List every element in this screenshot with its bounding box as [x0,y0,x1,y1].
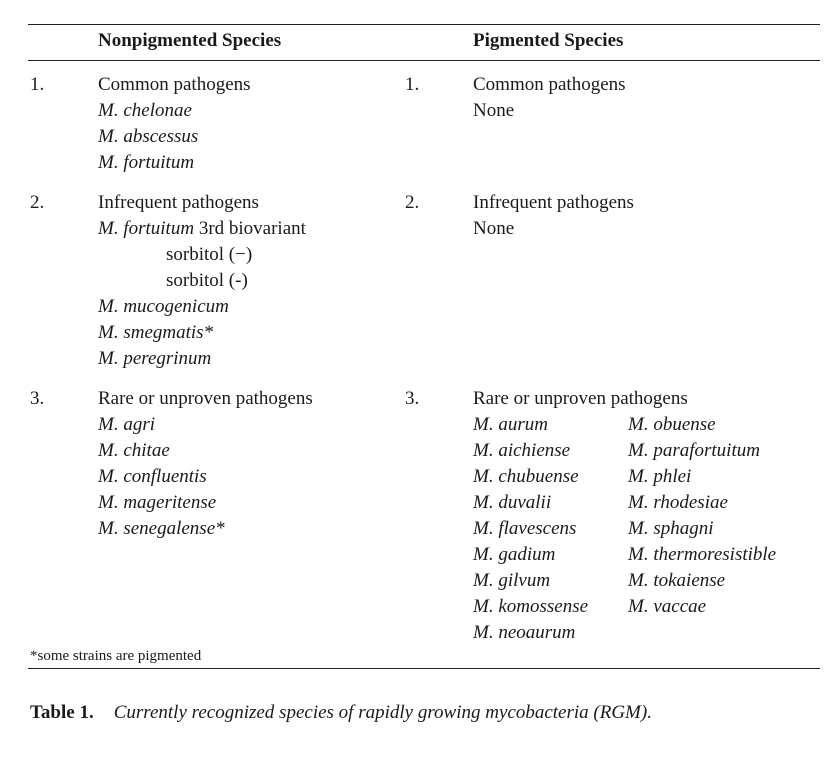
right-title-3: Rare or unproven pathogens [473,388,688,409]
header-pigmented: Pigmented Species [473,30,624,51]
left-species: M. chelonae [98,100,192,121]
caption-text: Currently recognized species of rapidly growing mycobacteria (RGM). [113,702,652,723]
left-species: M. agri [98,414,155,435]
right-species-col1: M. chubuense [473,466,579,487]
right-species-col1: M. gilvum [473,570,551,591]
left-species: M. chitae [98,440,170,461]
right-species-col1: M. flavescens [473,518,577,539]
left-species: M. peregrinum [98,348,212,369]
left-species-mixed [98,216,306,242]
right-species-col2: M. thermoresistible [628,544,777,565]
left-title-3: Rare or unproven pathogens [98,388,313,409]
right-species-col1: M. neoaurum [473,622,576,643]
right-num-3: 3. [405,388,420,409]
header-nonpigmented: Nonpigmented Species [98,30,282,51]
right-species-col1: M. komossense [473,596,589,617]
table-caption [30,700,652,726]
right-species-col2: M. phlei [628,466,692,487]
right-num-2: 2. [405,192,420,213]
right-species-col2: M. vaccae [628,596,707,617]
left-species: M. smegmatis* [98,322,214,343]
species-name: M. fortuitum [98,218,195,239]
right-species-col1: M. aurum [473,414,548,435]
right-title-1: Common pathogens [473,74,626,95]
left-species: M. mucogenicum [98,296,229,317]
left-species: M. abscessus [98,126,199,147]
left-sub-item: sorbitol (−) [166,244,253,265]
left-species: M. mageritense [98,492,217,513]
table-bottom-rule [28,668,820,669]
right-none-2: None [473,218,515,239]
left-num-1: 1. [30,74,45,95]
header-rule [28,60,820,61]
right-none-1: None [473,100,515,121]
left-species: M. confluentis [98,466,207,487]
species-suffix: 3rd biovariant [194,218,306,239]
left-species: M. senegalense* [98,518,225,539]
right-species-col2: M. tokaiense [628,570,726,591]
right-species-col2: M. obuense [628,414,716,435]
table-top-rule [28,24,820,25]
left-num-2: 2. [30,192,45,213]
left-title-1: Common pathogens [98,74,251,95]
right-species-col2: M. sphagni [628,518,714,539]
right-title-2: Infrequent pathogens [473,192,634,213]
right-species-col1: M. duvalii [473,492,552,513]
left-species: M. fortuitum [98,152,195,173]
right-species-col2: M. parafortuitum [628,440,760,461]
right-num-1: 1. [405,74,420,95]
left-title-2: Infrequent pathogens [98,192,259,213]
caption-label: Table 1. [30,702,94,723]
right-species-col2: M. rhodesiae [628,492,728,513]
footnote: *some strains are pigmented [30,648,202,664]
right-species-col1: M. aichiense [473,440,571,461]
left-num-3: 3. [30,388,45,409]
left-sub-item: sorbitol (-) [166,270,248,291]
right-species-col1: M. gadium [473,544,556,565]
